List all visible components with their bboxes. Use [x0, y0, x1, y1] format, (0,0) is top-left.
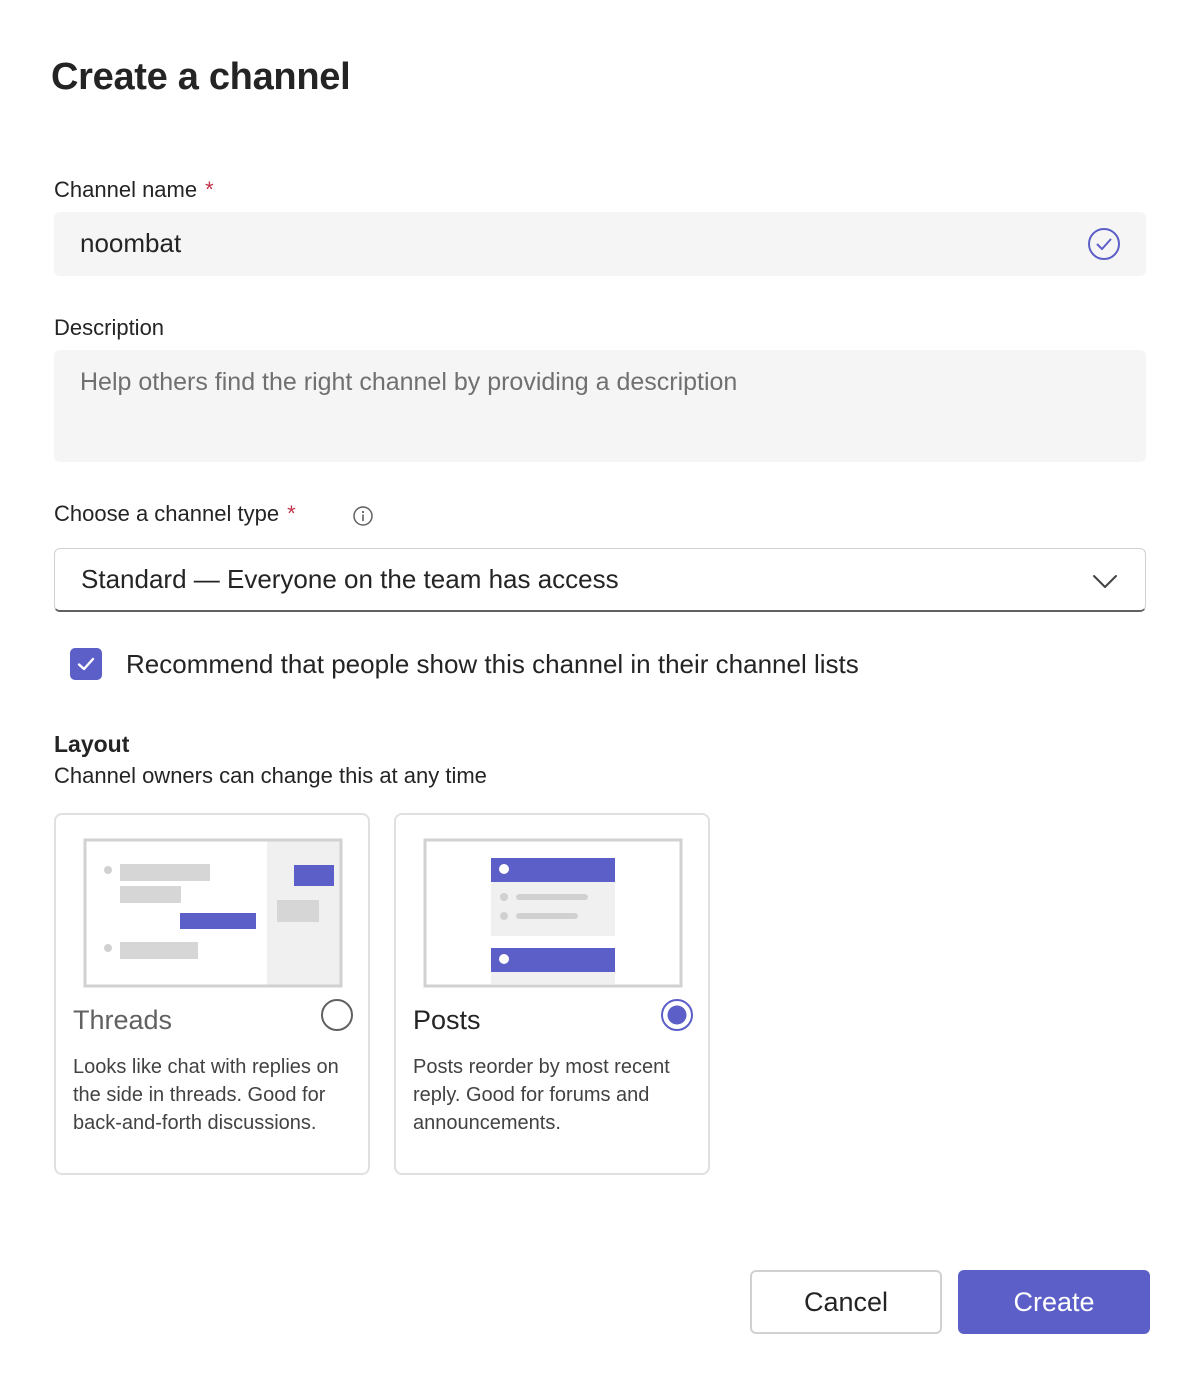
layout-option-name: Posts	[413, 1005, 481, 1035]
channel-type-label-text: Choose a channel type	[54, 501, 280, 526]
channel-name-label-text: Channel name	[54, 177, 198, 202]
posts-preview-illustration	[423, 838, 683, 988]
check-circle-icon	[1087, 227, 1121, 261]
create-button[interactable]: Create	[958, 1270, 1150, 1334]
channel-name-label	[54, 177, 214, 203]
channel-name-field[interactable]	[54, 212, 1146, 276]
recommend-label[interactable]: Recommend that people show this channel in their channel lists	[126, 649, 859, 679]
info-icon[interactable]	[352, 505, 374, 527]
recommend-checkbox[interactable]	[70, 648, 102, 680]
chevron-down-icon	[1091, 568, 1119, 594]
layout-option-posts[interactable]	[394, 813, 710, 1175]
layout-option-name: Threads	[73, 1005, 173, 1035]
cancel-button[interactable]: Cancel	[750, 1270, 942, 1334]
description-label: Description	[54, 315, 165, 340]
layout-option-description: Looks like chat with replies on the side in threads. Good for back-and-forth discussions.	[73, 1056, 339, 1134]
layout-title: Layout	[54, 731, 130, 757]
description-placeholder: Help others find the right channel by providing a description	[80, 368, 738, 396]
checkmark-icon	[76, 655, 96, 673]
channel-type-dropdown[interactable]	[54, 548, 1146, 612]
radio-unselected[interactable]	[320, 998, 354, 1032]
layout-subtitle: Channel owners can change this at any time	[54, 763, 487, 788]
channel-name-value: noombat	[80, 228, 182, 258]
layout-option-threads[interactable]	[54, 813, 370, 1175]
channel-type-selected: Standard — Everyone on the team has access	[81, 564, 619, 594]
dialog-title: Create a channel	[51, 56, 351, 98]
radio-selected[interactable]	[660, 998, 694, 1032]
threads-preview-illustration	[83, 838, 343, 988]
required-mark: *	[287, 501, 296, 526]
required-mark: *	[205, 177, 214, 202]
description-field[interactable]	[54, 350, 1146, 462]
layout-option-description: Posts reorder by most recent reply. Good for forums and announcements.	[413, 1056, 670, 1134]
channel-type-label	[54, 501, 296, 527]
